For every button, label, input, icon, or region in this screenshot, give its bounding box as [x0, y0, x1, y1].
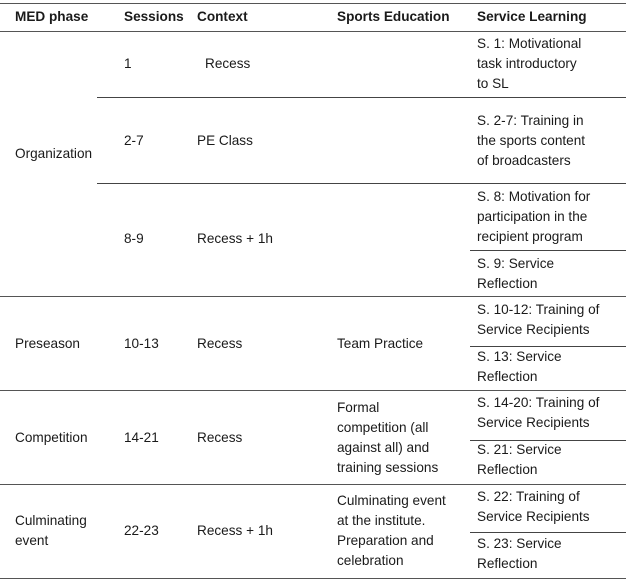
service-cell: S. 10-12: Training of Service Recipients: [477, 302, 600, 337]
header-sessions: Sessions: [124, 9, 184, 24]
service-cell: S. 9: Service Reflection: [477, 256, 555, 291]
sessions-cell: 14-21: [124, 430, 159, 445]
phase-cell: Competition: [15, 430, 88, 445]
sessions-cell: 1: [124, 56, 132, 71]
header-service-learning: Service Learning: [477, 9, 587, 24]
context-cell: Recess: [197, 336, 243, 351]
rule: [97, 97, 626, 98]
rule-bottom: [0, 578, 626, 579]
context-cell: Recess + 1h: [197, 523, 273, 538]
context-cell: Recess: [197, 430, 243, 445]
context-cell: Recess: [205, 56, 251, 71]
phase-cell: Organization: [15, 146, 93, 161]
service-cell: S. 13: Service Reflection: [477, 349, 562, 384]
service-cell: S. 1: Motivational task introductory to SL: [477, 36, 582, 91]
service-cell: S. 23: Service Reflection: [477, 536, 562, 571]
rule-top: [0, 3, 626, 4]
header-sports-education: Sports Education: [337, 9, 450, 24]
service-cell: S. 22: Training of Service Recipients: [477, 489, 590, 524]
phase-cell: Culminating event: [15, 513, 87, 548]
sessions-cell: 8-9: [124, 231, 144, 246]
context-cell: PE Class: [197, 133, 253, 148]
sports-cell: Team Practice: [337, 336, 424, 351]
header-context: Context: [197, 9, 248, 24]
rule: [470, 250, 626, 251]
service-cell: S. 14-20: Training of Service Recipients: [477, 395, 600, 430]
sports-cell: Culminating event at the institute. Preparation and celebration: [337, 493, 446, 568]
service-cell: S. 2-7: Training in the sports content of broadcasters: [477, 113, 586, 168]
rule: [0, 390, 626, 391]
service-cell: S. 21: Service Reflection: [477, 442, 562, 477]
service-cell: S. 8: Motivation for participation in the recipient program: [477, 189, 591, 244]
rule: [0, 296, 626, 297]
sports-cell: Formal competition (all against all) and training sessions: [337, 400, 439, 475]
rule: [97, 183, 626, 184]
header-med-phase: MED phase: [15, 9, 89, 24]
rule: [470, 532, 626, 533]
rule-header: [0, 31, 626, 32]
sessions-cell: 10-13: [124, 336, 159, 351]
context-cell: Recess + 1h: [197, 231, 273, 246]
sessions-cell: 22-23: [124, 523, 159, 538]
phase-cell: Preseason: [15, 336, 80, 351]
rule: [0, 484, 626, 485]
sessions-cell: 2-7: [124, 133, 144, 148]
